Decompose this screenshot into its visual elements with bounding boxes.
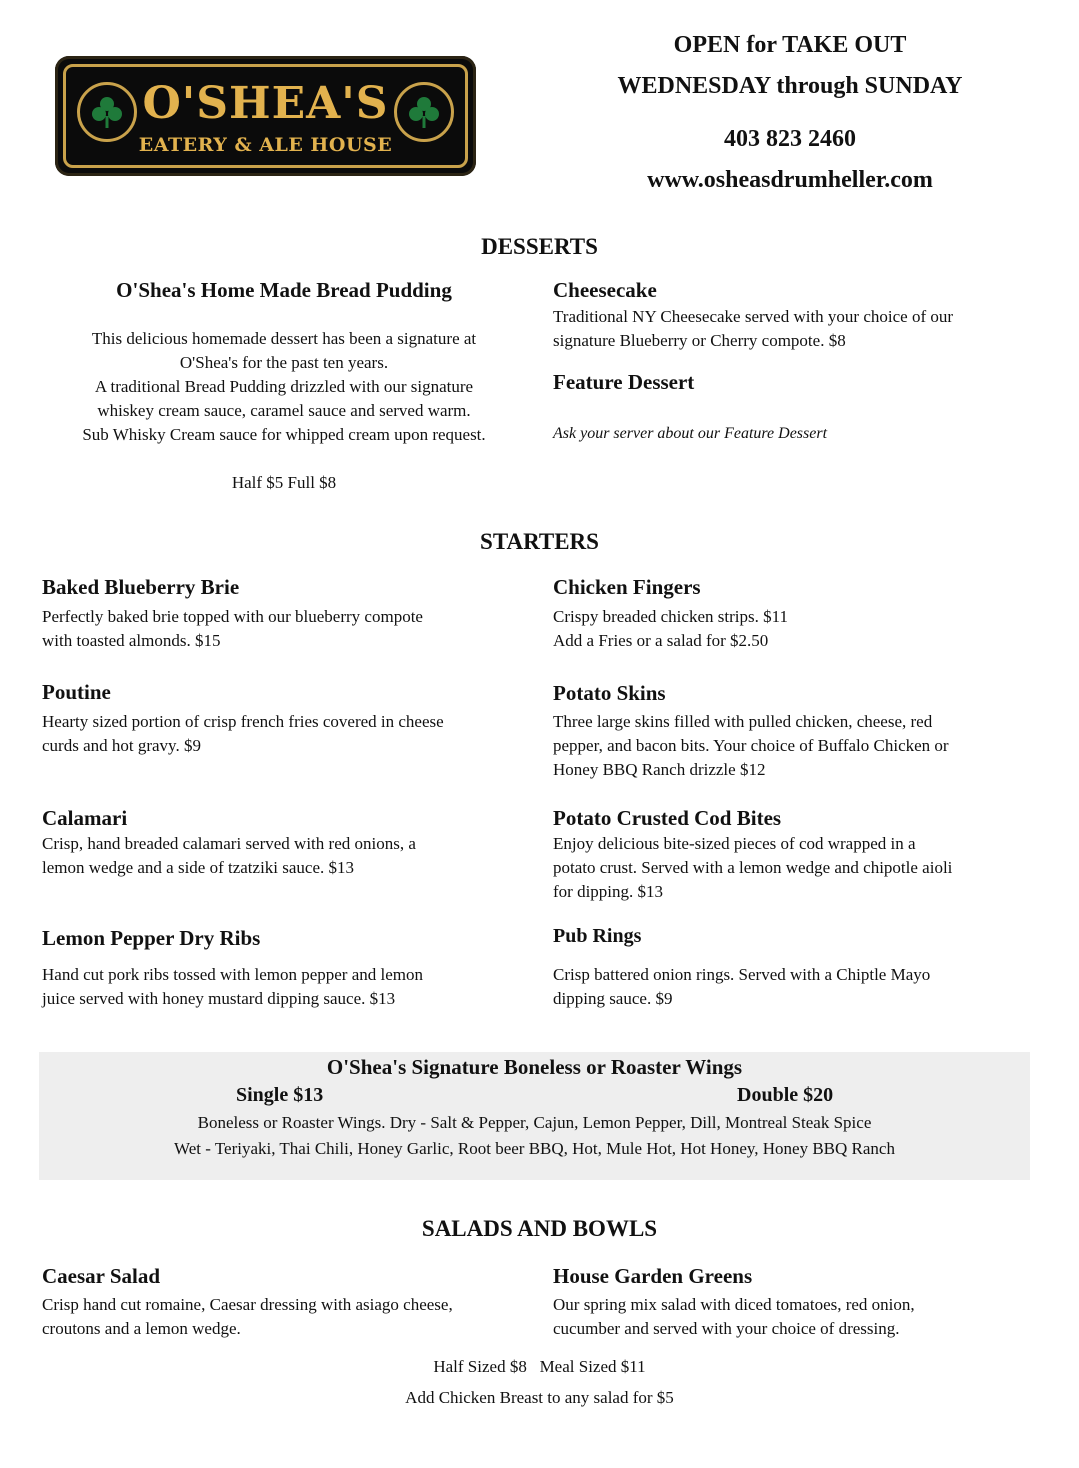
item-name-dry-ribs: Lemon Pepper Dry Ribs — [42, 926, 261, 950]
description-line: This delicious homemade dessert has been a signature at — [91, 329, 477, 348]
bread-pudding-description — [30, 327, 538, 447]
description-line: Hand cut pork ribs tossed with lemon pepper and lemon — [42, 965, 424, 984]
description-line: for dipping. $13 — [553, 882, 664, 901]
poutine-description — [42, 710, 537, 758]
item-name-pub-rings: Pub Rings — [553, 925, 642, 947]
description-line: with toasted almonds. $15 — [42, 631, 221, 650]
description-line: Crisp battered onion rings. Served with a Chiptle Mayo — [553, 965, 931, 984]
item-name-caesar-salad: Caesar Salad — [42, 1264, 161, 1288]
item-name-cheesecake: Cheesecake — [553, 278, 657, 302]
section-title-salads: SALADS AND BOWLS — [421, 1216, 658, 1241]
description-line: curds and hot gravy. $9 — [42, 736, 201, 755]
item-name-chicken-fingers: Chicken Fingers — [553, 575, 701, 599]
item-name-poutine: Poutine — [42, 680, 111, 704]
description-line: Crispy breaded chicken strips. $11 — [553, 607, 788, 626]
item-name-cod-bites: Potato Crusted Cod Bites — [553, 806, 782, 830]
feature-dessert-note: Ask your server about our Feature Dessert — [553, 425, 828, 442]
wings-title: O'Shea's Signature Boneless or Roaster Wings — [326, 1055, 743, 1079]
pub-rings-description — [553, 963, 1053, 1011]
wings-feature-band — [39, 1052, 1030, 1180]
description-line: potato crust. Served with a lemon wedge and chipotle aioli — [553, 858, 953, 877]
description-line: Hearty sized portion of crisp french fries covered in cheese — [42, 712, 444, 731]
description-line: Perfectly baked brie topped with our blueberry compote — [42, 607, 423, 626]
wings-wet-flavours: Wet - Teriyaki, Thai Chili, Honey Garlic, Root beer BBQ, Hot, Mule Hot, Hot Honey, Honey BBQ Ranch — [174, 1139, 895, 1158]
wings-single-price: Single $13 — [236, 1084, 324, 1106]
item-name-house-garden-greens: House Garden Greens — [553, 1264, 753, 1288]
description-line: Three large skins filled with pulled chicken, cheese, red — [553, 712, 933, 731]
description-line: Crisp, hand breaded calamari served with red onions, a — [42, 834, 416, 853]
section-title-desserts: DESSERTS — [481, 234, 598, 259]
logo-subtitle: EATERY & ALE HOUSE — [138, 134, 393, 156]
description-line: Honey BBQ Ranch drizzle $12 — [553, 760, 766, 779]
description-line: cucumber and served with your choice of dressing. — [553, 1319, 900, 1338]
section-title-starters: STARTERS — [480, 529, 599, 554]
chicken-fingers-description — [553, 605, 1053, 653]
open-notice: OPEN for TAKE OUT — [673, 32, 907, 58]
bread-pudding-price: Half $5 Full $8 — [231, 473, 337, 492]
description-line: dipping sauce. $9 — [553, 989, 673, 1008]
add-chicken-note: Add Chicken Breast to any salad for $5 — [405, 1388, 674, 1407]
description-line: Crisp hand cut romaine, Caesar dressing with asiago cheese, — [42, 1295, 453, 1314]
caesar-salad-description — [42, 1293, 542, 1341]
item-name-bread-pudding: O'Shea's Home Made Bread Pudding — [116, 278, 452, 302]
phone-number[interactable]: 403 823 2460 — [724, 126, 856, 152]
description-line: pepper, and bacon bits. Your choice of Buffalo Chicken or — [553, 736, 949, 755]
description-line: Enjoy delicious bite-sized pieces of cod wrapped in a — [553, 834, 916, 853]
description-line: whiskey cream sauce, caramel sauce and served warm. — [97, 401, 471, 420]
item-name-calamari: Calamari — [42, 806, 128, 830]
website-link[interactable]: www.osheasdrumheller.com — [647, 167, 933, 193]
restaurant-logo — [55, 56, 476, 176]
description-line: Add a Fries or a salad for $2.50 — [553, 631, 769, 650]
salad-sizes-price: Half Sized $8 Meal Sized $11 — [433, 1357, 646, 1376]
cod-bites-description — [553, 832, 1053, 904]
dry-ribs-description — [42, 963, 537, 1011]
description-line: signature Blueberry or Cherry compote. $8 — [553, 331, 846, 350]
description-line: Sub Whisky Cream sauce for whipped cream upon request. — [82, 425, 486, 444]
brie-description — [42, 605, 537, 653]
description-line: croutons and a lemon wedge. — [42, 1319, 241, 1338]
item-name-potato-skins: Potato Skins — [553, 681, 666, 705]
description-line: Our spring mix salad with diced tomatoes, red onion, — [553, 1295, 915, 1314]
description-line: O'Shea's for the past ten years. — [179, 353, 389, 372]
description-line: A traditional Bread Pudding drizzled with our signature — [94, 377, 474, 396]
garden-greens-description — [553, 1293, 1053, 1341]
description-line: juice served with honey mustard dipping sauce. $13 — [42, 989, 396, 1008]
item-name-feature-dessert: Feature Dessert — [553, 370, 695, 394]
item-name-brie: Baked Blueberry Brie — [42, 575, 240, 599]
description-line: Traditional NY Cheesecake served with your choice of our — [553, 307, 954, 326]
description-line: lemon wedge and a side of tzatziki sauce. $13 — [42, 858, 355, 877]
wings-dry-flavours: Boneless or Roaster Wings. Dry - Salt & Pepper, Cajun, Lemon Pepper, Dill, Montreal Steak Spice — [197, 1113, 872, 1132]
wings-double-price: Double $20 — [737, 1084, 834, 1106]
logo-name: O'SHEA'S — [142, 78, 389, 129]
potato-skins-description — [553, 710, 1053, 782]
calamari-description — [42, 832, 537, 880]
cheesecake-description — [553, 305, 1053, 353]
open-days: WEDNESDAY through SUNDAY — [617, 73, 963, 99]
